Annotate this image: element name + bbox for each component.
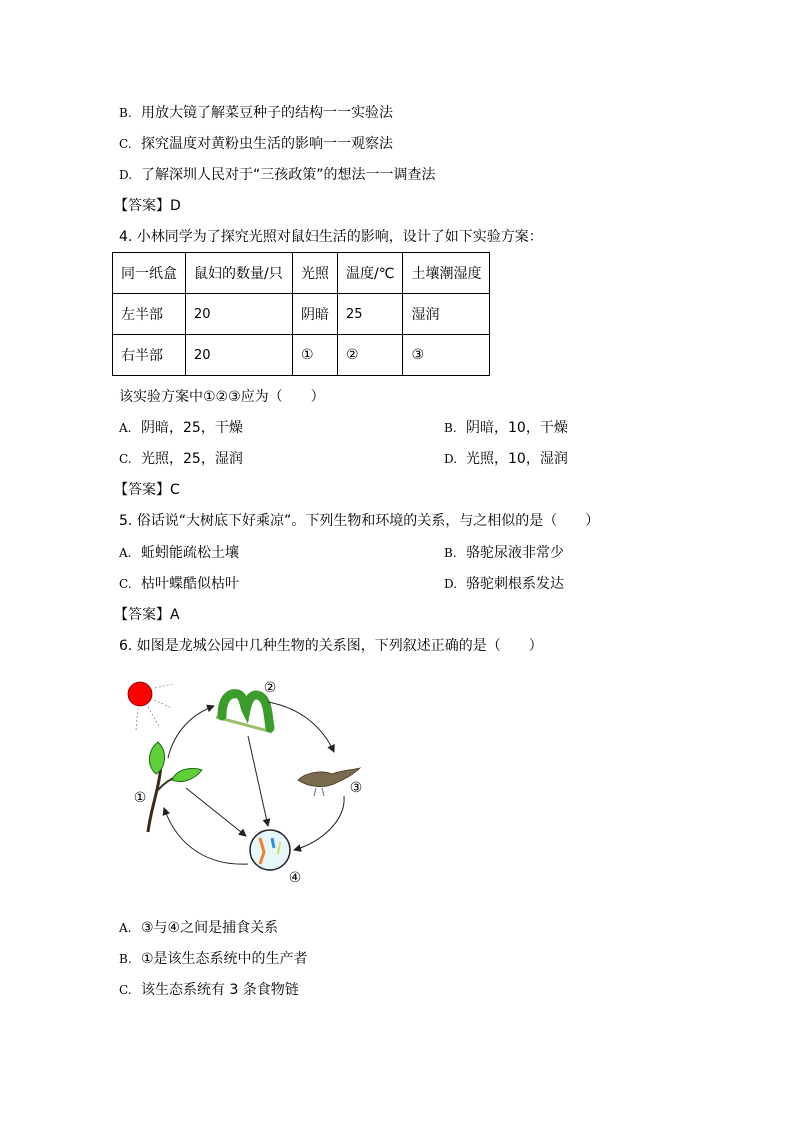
option-text: 阴暗，10，干燥: [466, 420, 568, 436]
q6-option-a: [119, 919, 278, 937]
arrow-plant-to-caterpillar: [168, 706, 214, 758]
option-text: 光照，25，湿润: [141, 451, 243, 467]
table-cell: ③: [403, 335, 490, 376]
table-header-cell: 鼠妇的数量/只: [186, 253, 293, 294]
option-text: 枯叶蝶酷似枯叶: [141, 576, 239, 592]
arrow-caterpillar-to-decomposer: [248, 736, 268, 826]
label-bird: ③: [349, 780, 363, 796]
option-label: D.: [444, 577, 458, 591]
option-text: 该生态系统有 3 条食物链: [141, 982, 299, 998]
arrow-plant-to-decomposer: [186, 788, 246, 836]
table-header-row: [113, 253, 490, 294]
option-label: D.: [119, 168, 133, 182]
option-label: D.: [444, 452, 458, 466]
option-label: B.: [119, 106, 132, 120]
q4-option-d: [444, 450, 568, 468]
arrow-decomposer-to-plant: [164, 808, 248, 864]
table-header-cell: 光照: [293, 253, 338, 294]
table-row: [113, 335, 490, 376]
q5-option-c: [119, 575, 239, 593]
option-text: ③与④之间是捕食关系: [141, 920, 279, 936]
option-label: C.: [119, 577, 132, 591]
option-label: C.: [119, 452, 132, 466]
option-text: 蚯蚓能疏松土壤: [141, 545, 239, 561]
arrow-bird-to-decomposer: [294, 796, 344, 850]
table-cell: 20: [186, 335, 293, 376]
option-text: 骆驼刺根系发达: [466, 576, 564, 592]
table-header-cell: 土壤潮湿度: [403, 253, 490, 294]
caterpillar-icon: [216, 694, 272, 732]
table-cell: 左半部: [113, 294, 186, 335]
option-text: 了解深圳人民对于“三孩政策”的想法一一调查法: [141, 167, 436, 183]
option-label: B.: [119, 952, 132, 966]
q5-option-d: [444, 575, 564, 593]
option-label: A.: [119, 546, 132, 560]
arrow-caterpillar-to-bird: [268, 702, 334, 752]
option-label: A.: [119, 921, 132, 935]
table-cell: 右半部: [113, 335, 186, 376]
q3-option-d: [119, 166, 436, 184]
option-text: ①是该生态系统中的生产者: [141, 951, 308, 967]
q4-option-c: [119, 450, 243, 468]
q4-stem: 4. 小林同学为了探究光照对鼠妇生活的影响，设计了如下实验方案：: [119, 229, 543, 245]
q4-option-b: [444, 419, 568, 437]
q4-option-a: [119, 419, 243, 437]
q5-option-b: [444, 544, 564, 562]
option-label: B.: [444, 546, 457, 560]
option-text: 用放大镜了解菜豆种子的结构一一实验法: [141, 105, 393, 121]
table-cell: 阴暗: [293, 294, 338, 335]
q5-answer: 【答案】A: [114, 607, 180, 623]
option-text: 光照，10，湿润: [466, 451, 568, 467]
table-cell: ②: [338, 335, 403, 376]
q6-option-c: [119, 981, 299, 999]
experiment-table: [112, 252, 490, 376]
label-decomposer: ④: [288, 870, 302, 886]
option-label: C.: [119, 983, 132, 997]
table-header-cell: 温度/℃: [338, 253, 403, 294]
q4-answer: 【答案】C: [114, 482, 180, 498]
sun-icon: [128, 682, 172, 730]
q6-stem: 6. 如图是龙城公园中几种生物的关系图，下列叙述正确的是（ ）: [119, 638, 543, 654]
q3-option-b: [119, 104, 393, 122]
option-label: B.: [444, 421, 457, 435]
table-cell: 20: [186, 294, 293, 335]
option-text: 骆驼尿液非常少: [466, 545, 564, 561]
table-cell: 湿润: [403, 294, 490, 335]
table-cell: ①: [293, 335, 338, 376]
label-plant: ①: [133, 790, 147, 806]
table-cell: 25: [338, 294, 403, 335]
label-caterpillar: ②: [263, 680, 277, 696]
decomposer-icon: [250, 830, 290, 870]
option-label: C.: [119, 137, 132, 151]
option-label: A.: [119, 421, 132, 435]
option-text: 阴暗，25，干燥: [141, 420, 243, 436]
option-text: 探究温度对黄粉虫生活的影响一一观察法: [141, 136, 393, 152]
q6-option-b: [119, 950, 308, 968]
table-header-cell: 同一纸盒: [113, 253, 186, 294]
plant-icon: [148, 742, 202, 832]
q5-option-a: [119, 544, 239, 562]
q4-question: 该实验方案中①②③应为（ ）: [119, 389, 325, 405]
ecosystem-diagram: [110, 670, 380, 890]
q5-stem: 5. 俗话说“大树底下好乘凉”。下列生物和环境的关系，与之相似的是（ ）: [119, 513, 600, 529]
q3-option-c: [119, 135, 393, 153]
q3-answer: 【答案】D: [114, 198, 181, 214]
table-row: [113, 294, 490, 335]
